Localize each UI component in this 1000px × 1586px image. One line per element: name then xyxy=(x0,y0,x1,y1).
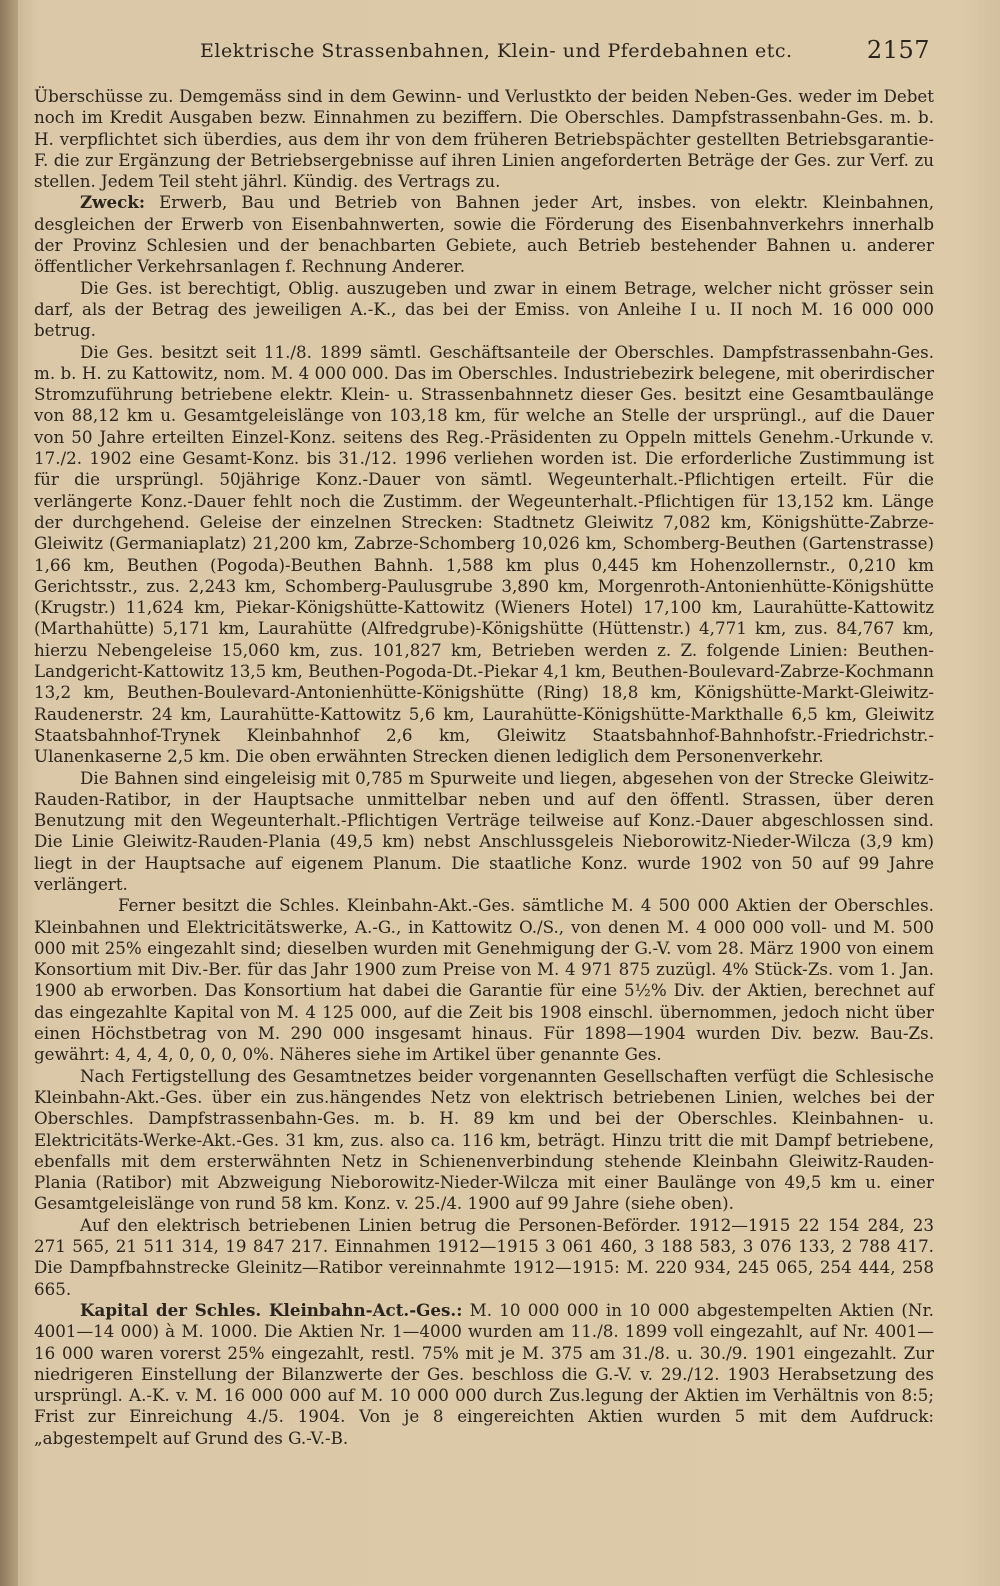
paragraph-text: Nach Fertigstellung des Gesamtnetzes beider vorgenannten Gesellschaften verfügt die Schlesische Kleinbahn-Akt.-Ges. über ein zus.hängendes Netz von elektrisch betriebenen Linien, welches bei der Oberschles. Dampfstrassenbahn-Ges. m. b. H. 89 km und bei der Oberschles. Kleinbahnen- u. Elektricitäts-Werke-Akt.-Ges. 31 km, zus. also ca. 116 km, beträgt. Hinzu tritt die mit Dampf betriebene, ebenfalls mit dem ersterwähnten Netz in Schienenverbindung stehende Kleinbahn Gleiwitz-Rauden-Plania (Ratibor) mit Abzweigung Nieborowitz-Nieder-Wilcza mit einer Baulänge von 49,5 km u. einer Gesamtgeleislänge von rund 58 km. Konz. v. 25./4. 1900 auf 99 Jahre (siehe oben). xyxy=(34,1065,934,1214)
paragraph-text: Ferner besitzt die Schles. Kleinbahn-Akt.-Ges. sämtliche M. 4 500 000 Aktien der Oberschles. Kleinbahnen und Elektricitätswerke, A.-G., in Kattowitz O./S., von denen M. 4 000 000 voll- und M. 500 000 mit 25% eingezahlt sind; dieselben wurden mit Genehmigung der G.-V. vom 28. März 1900 von einem Konsortium mit Div.-Ber. für das Jahr 1900 zum Preise von M. 4 971 875 zuzügl. 4% Stück-Zs. vom 1. Jan. 1900 ab erworben. Das Konsortium hat dabei die Garantie für eine 5½% Div. der Aktien, berechnet auf das eingezahlte Kapital von M. 4 125 000, auf die Zeit bis 1908 einschl. übernommen, jedoch nicht über einen Höchstbetrag von M. 290 000 insgesamt hinaus. Für 1898—1904 wurden Div. bezw. Bau-Zs. gewährt: 4, 4, 4, 0, 0, 0, 0%. Näheres siehe im Artikel über genannte Ges. xyxy=(34,895,934,1065)
running-title: Elektrische Strassenbahnen, Klein- und Pferdebahnen etc. xyxy=(200,40,793,62)
paragraph-lead: Kapital der Schles. Kleinbahn-Act.-Ges.: xyxy=(80,1299,463,1320)
paragraph-2 xyxy=(34,278,934,342)
paragraph-zweck xyxy=(34,192,934,277)
paragraph-text: Die Ges. ist berechtigt, Oblig. auszugeben und zwar in einem Betrage, welcher nicht grösser sein darf, als der Betrag des jeweiligen A.-K., das bei der Emiss. von Anleihe I u. II noch M. 16 000 000 betrug. xyxy=(34,277,934,341)
paragraph-text: Erwerb, Bau und Betrieb von Bahnen jeder Art, insbes. von elektr. Kleinbahnen, desgleichen der Erwerb von Eisenbahnwerten, sowie die Förderung des Eisenbahnverkehrs innerhalb der Provinz Schlesien und der benachbarten Gebiete, auch Betrieb bestehender Bahnen u. anderer öffentlicher Verkehrsanlagen f. Rechnung Anderer. xyxy=(34,192,934,277)
paragraph-kapital xyxy=(34,1300,934,1449)
paragraph-lead: Zweck: xyxy=(80,192,146,213)
paragraph-5 xyxy=(34,895,934,1065)
page-number: 2157 xyxy=(866,36,930,64)
page-binding-edge xyxy=(0,0,18,1586)
paragraph-7 xyxy=(34,1215,934,1300)
paragraph-6 xyxy=(34,1066,934,1215)
paragraph-0 xyxy=(34,86,934,192)
text-body xyxy=(34,86,934,1556)
paragraph-4 xyxy=(34,768,934,896)
paragraph-text: Die Bahnen sind eingeleisig mit 0,785 m Spurweite und liegen, abgesehen von der Strecke Gleiwitz-Rauden-Ratibor, in der Hauptsache unmittelbar neben und auf den öffentl. Strassen, über deren Benutzung mit den Wegeunterhalt.-Pflichtigen Verträge teilweise auf Konz.-Dauer abgeschlossen sind. Die Linie Gleiwitz-Rauden-Plania (49,5 km) nebst Anschlussgeleis Nieborowitz-Nieder-Wilcza (3,9 km) liegt in der Hauptsache auf eigenem Planum. Die staatliche Konz. wurde 1902 von 50 auf 99 Jahre verlängert. xyxy=(34,767,934,894)
paragraph-text: Überschüsse zu. Demgemäss sind in dem Gewinn- und Verlustkto der beiden Neben-Ges. weder im Debet noch im Kredit Ausgaben bezw. Einnahmen zu beziffern. Die Oberschles. Dampfstrassenbahn-Ges. m. b. H. verpflichtet sich überdies, aus dem ihr von dem früheren Betriebspächter gestellten Betriebsgarantie-F. die zur Ergänzung der Betriebsergebnisse auf ihren Linien angeforderten Beträge der Ges. zur Verf. zu stellen. Jedem Teil steht jährl. Kündig. des Vertrags zu. xyxy=(34,86,934,192)
paragraph-text: Auf den elektrisch betriebenen Linien betrug die Personen-Beförder. 1912—1915 22 154 284, 23 271 565, 21 511 314, 19 847 217. Einnahmen 1912—1915 3 061 460, 3 188 583, 3 076 133, 2 788 417. Die Dampfbahnstrecke Gleinitz—Ratibor vereinnahmte 1912—1915: M. 220 934, 245 065, 254 444, 258 665. xyxy=(34,1214,934,1299)
paragraph-text: M. 10 000 000 in 10 000 abgestempelten Aktien (Nr. 4001—14 000) à M. 1000. Die Aktien Nr. 1—4000 wurden am 11./8. 1899 voll eingezahlt, auf Nr. 4001—16 000 waren vorerst 25% eingezahlt, restl. 75% mit je M. 375 am 31./8. u. 30./9. 1901 eingezahlt. Zur niedrigeren Einstellung der Bilanzwerte der Ges. beschloss die G.-V. v. 29./12. 1903 Herabsetzung des ursprüngl. A.-K. v. M. 16 000 000 auf M. 10 000 000 durch Zus.legung der Aktien im Verhältnis von 8:5; Frist zur Einreichung 4./5. 1904. Von je 8 eingereichten Aktien wurden 5 mit dem Aufdruck: „abgestempelt auf Grund des G.-V.-B. xyxy=(34,1299,934,1448)
paragraph-text: Die Ges. besitzt seit 11./8. 1899 sämtl. Geschäftsanteile der Oberschles. Dampfstrassenbahn-Ges. m. b. H. zu Kattowitz, nom. M. 4 000 000. Das im Oberschles. Industriebezirk belegene, mit oberirdischer Stromzuführung betriebene elektr. Klein- u. Strassenbahnnetz dieser Ges. besitzt eine Gesamtbaulänge von 88,12 km u. Gesamtgeleislänge von 103,18 km, für welche an Stelle der ursprüngl., auf die Dauer von 50 Jahre erteilten Einzel-Konz. seitens des Reg.-Präsidenten zu Oppeln mittels Genehm.-Urkunde v. 17./2. 1902 eine Gesamt-Konz. bis 31./12. 1996 verliehen worden ist. Die erforderliche Zustimmung ist für die ursprüngl. 50jährige Konz.-Dauer von sämtl. Wegeunterhalt.-Pflichtigen erteilt. Für die verlängerte Konz.-Dauer fehlt noch die Zustimm. der Wegeunterhalt.-Pflichtigen für 13,152 km. Länge der durchgehend. Geleise der einzelnen Strecken: Stadtnetz Gleiwitz 7,082 km, Königshütte-Zabrze-Gleiwitz (Germaniaplatz) 21,200 km, Zabrze-Schomberg 10,026 km, Schomberg-Beuthen (Gartenstrasse) 1,66 km, Beuthen (Pogoda)-Beuthen Bahnh. 1,588 km plus 0,445 km Hohenzollernstr., 0,210 km Gerichtsstr., zus. 2,243 km, Schomberg-Paulusgrube 3,890 km, Morgenroth-Antonienhütte-Königshütte (Krugstr.) 11,624 km, Piekar-Königshütte-Kattowitz (Wieners Hotel) 17,100 km, Laurahütte-Kattowitz (Marthahütte) 5,171 km, Laurahütte (Alfredgrube)-Königshütte (Hüttenstr.) 4,771 km, zus. 84,767 km, hierzu Nebengeleise 15,060 km, zus. 101,827 km, Betrieben werden z. Z. folgende Linien: Beuthen-Landgericht-Kattowitz 13,5 km, Beuthen-Pogoda-Dt.-Piekar 4,1 km, Beuthen-Boulevard-Zabrze-Kochmann 13,2 km, Beuthen-Boulevard-Antonienhütte-Königshütte (Ring) 18,8 km, Königshütte-Markt-Gleiwitz-Raudenerstr. 24 km, Laurahütte-Kattowitz 5,6 km, Laurahütte-Königshütte-Markthalle 6,5 km, Gleiwitz Staatsbahnhof-Trynek Kleinbahnhof 2,6 km, Gleiwitz Staatsbahnhof-Bahnhofstr.-Friedrichstr.-Ulanenkaserne 2,5 km. Die oben erwähnten Strecken dienen lediglich dem Personenverkehr. xyxy=(34,341,934,767)
page-header xyxy=(200,36,930,66)
paragraph-3 xyxy=(34,342,934,768)
